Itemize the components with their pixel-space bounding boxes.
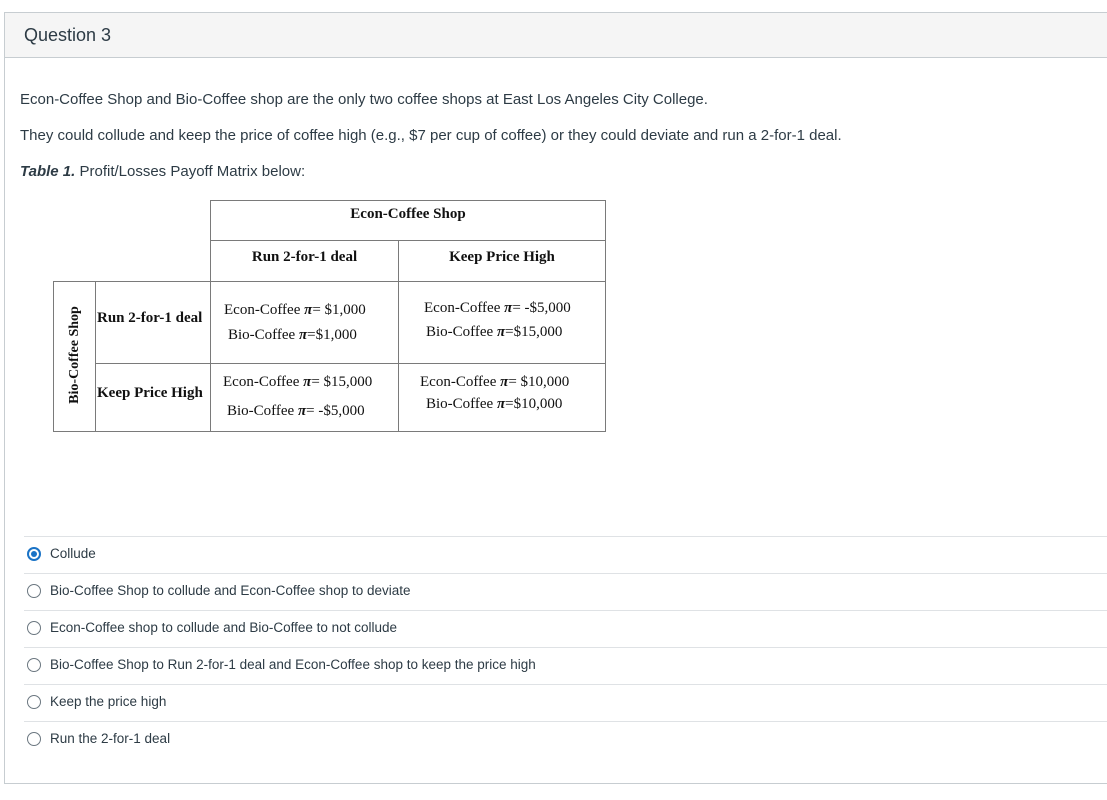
answer-option[interactable] — [24, 721, 1107, 758]
question-header — [5, 13, 1107, 58]
radio-button[interactable] — [27, 658, 41, 672]
row-header-run-deal — [95, 281, 211, 364]
econ-payoff: Econ-Coffee π= -$5,000 — [424, 300, 571, 316]
payoff-cell — [210, 281, 399, 364]
bio-payoff: Bio-Coffee π=$10,000 — [426, 396, 563, 412]
answer-label[interactable]: Bio-Coffee Shop to Run 2-for-1 deal and Econ-Coffee shop to keep the price high — [50, 657, 536, 672]
row-header-label: Run 2-for-1 deal — [97, 310, 203, 326]
payoff-cell — [398, 281, 606, 364]
col-header-label: Run 2-for-1 deal — [251, 249, 358, 265]
question-paragraph-1: Econ-Coffee Shop and Bio-Coffee shop are the only two coffee shops at East Los Angeles City College. — [20, 91, 708, 108]
radio-button[interactable] — [27, 621, 41, 635]
answer-label[interactable]: Bio-Coffee Shop to collude and Econ-Coffee shop to deviate — [50, 583, 411, 598]
answer-option[interactable] — [24, 573, 1107, 610]
bio-payoff: Bio-Coffee π=$15,000 — [426, 324, 563, 340]
answer-label[interactable]: Econ-Coffee shop to collude and Bio-Coffee to not collude — [50, 620, 397, 635]
payoff-cell — [210, 363, 399, 432]
col-header-label: Keep Price High — [449, 249, 555, 265]
col-header-keep-high — [398, 240, 606, 282]
answer-label[interactable]: Collude — [50, 546, 96, 561]
econ-payoff: Econ-Coffee π= $1,000 — [224, 302, 366, 318]
col-header-run-deal — [210, 240, 399, 282]
table-caption — [20, 163, 305, 180]
answer-list — [24, 536, 1107, 758]
answer-option[interactable] — [24, 536, 1107, 573]
econ-payoff: Econ-Coffee π= $15,000 — [223, 374, 373, 390]
radio-button[interactable] — [27, 547, 41, 561]
question-paragraph-2: They could collude and keep the price of coffee high (e.g., $7 per cup of coffee) or they could deviate and run a 2-for-1 deal. — [20, 127, 842, 144]
radio-button[interactable] — [27, 584, 41, 598]
answer-option[interactable] — [24, 610, 1107, 647]
answer-option[interactable] — [24, 684, 1107, 721]
answer-label[interactable]: Run the 2-for-1 deal — [50, 731, 171, 746]
row-player-label: Bio-Coffee Shop — [67, 306, 82, 404]
col-player-header — [210, 200, 606, 241]
answer-label[interactable]: Keep the price high — [50, 694, 167, 709]
col-player-label: Econ-Coffee Shop — [350, 206, 466, 222]
question-title: Question 3 — [24, 25, 112, 45]
bio-payoff: Bio-Coffee π=$1,000 — [228, 327, 357, 343]
econ-payoff: Econ-Coffee π= $10,000 — [420, 374, 570, 390]
table-caption-label: Table 1. — [20, 163, 76, 180]
answer-option[interactable] — [24, 647, 1107, 684]
row-header-label: Keep Price High — [97, 385, 203, 401]
payoff-cell — [398, 363, 606, 432]
table-caption-text: Profit/Losses Payoff Matrix below: — [75, 163, 306, 180]
radio-button[interactable] — [27, 732, 41, 746]
radio-button[interactable] — [27, 695, 41, 709]
row-player-header — [53, 281, 96, 432]
row-header-keep-high — [95, 363, 211, 432]
bio-payoff: Bio-Coffee π= -$5,000 — [227, 403, 365, 419]
